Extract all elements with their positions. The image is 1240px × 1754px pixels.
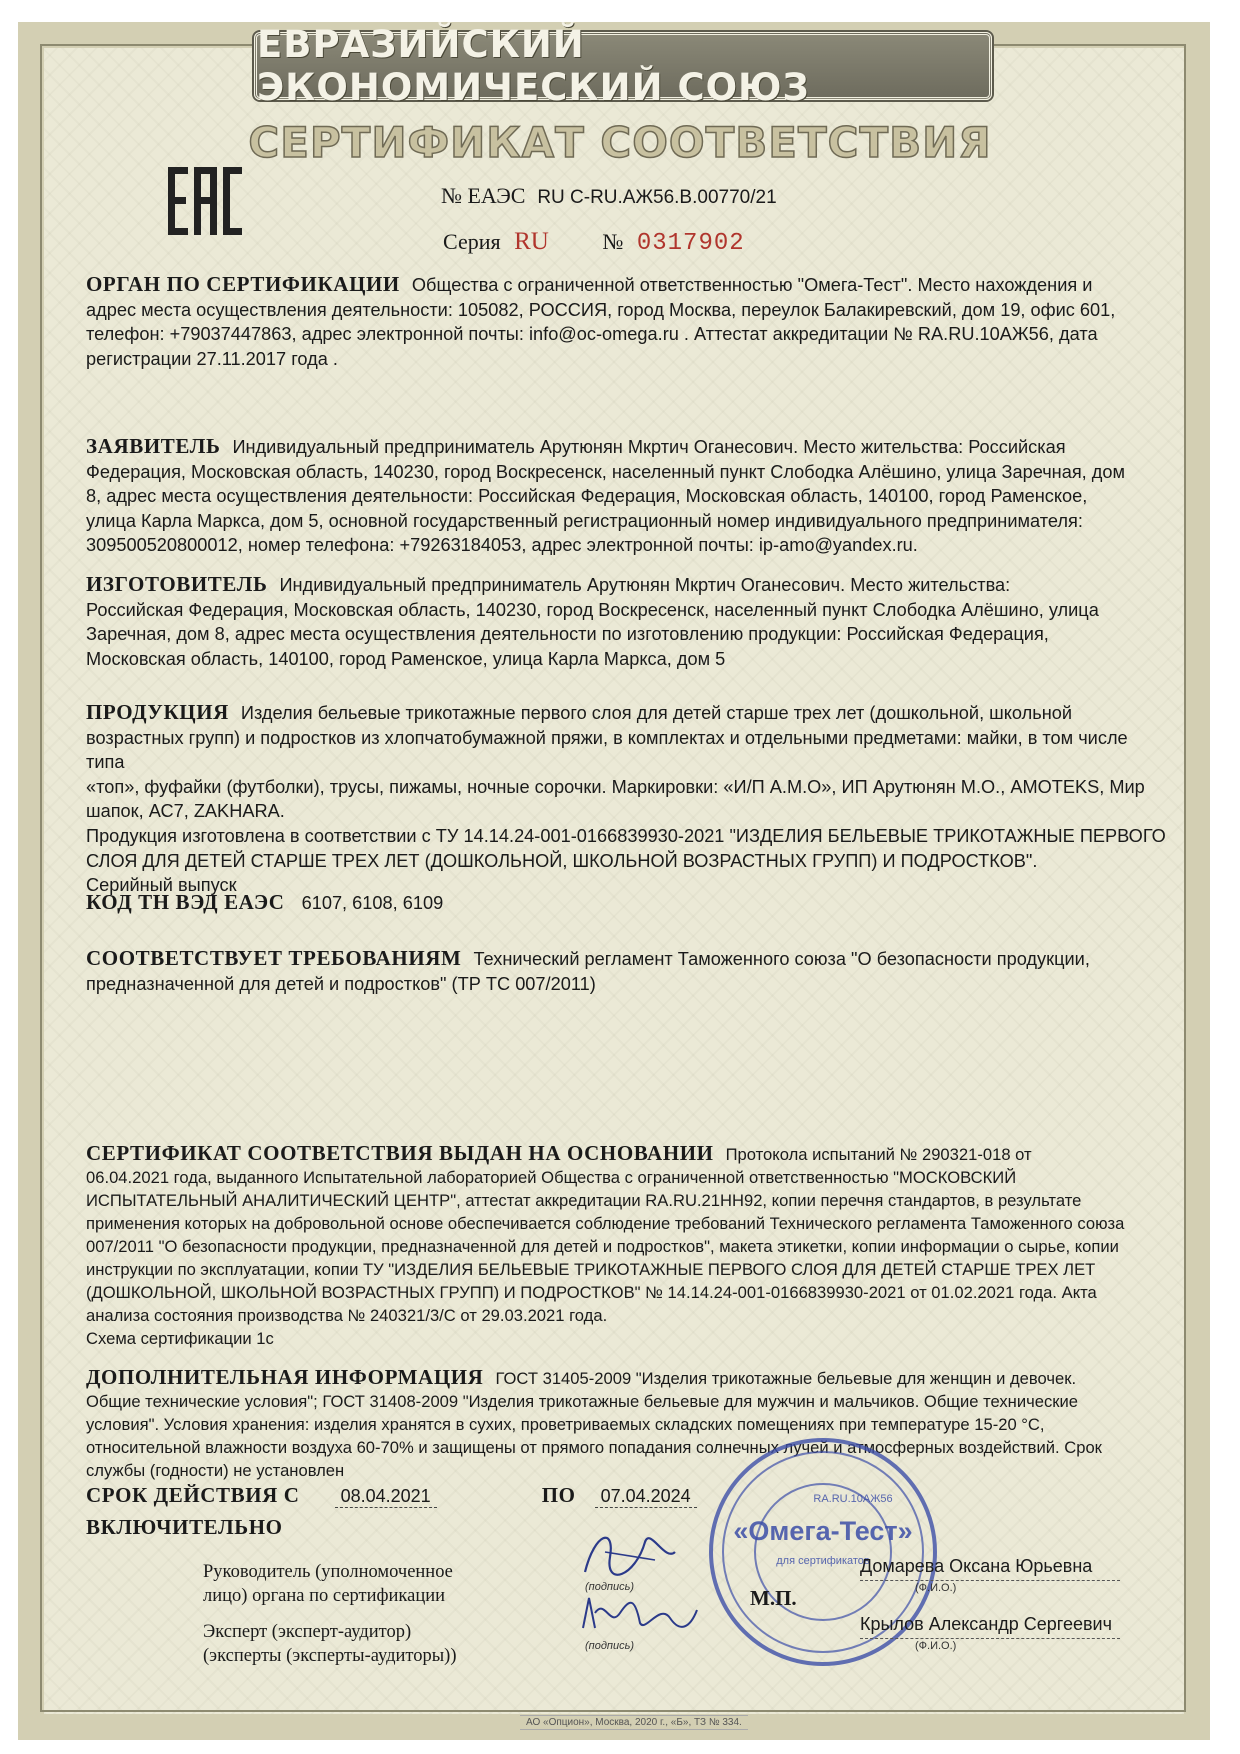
manufacturer-line: Заречная, дом 8, адрес места осуществления деятельности по изготовлению продукции: Российская Федерация, (86, 624, 1049, 645)
additional-info-line: условия". Условия хранения: изделия хранятся в сухих, проветриваемых складских помещениях при температуре 15-20 °С, (86, 1415, 1045, 1434)
stamp-center-text: «Омега-Тест» (733, 1516, 913, 1546)
additional-info-line: относительной влажности воздуха 60-70% и защищены от прямого попадания солнечных лучей и атмосферных воздействий. Срок (86, 1438, 1102, 1457)
products-line: Изделия бельевые трикотажные первого слоя для детей старше трех лет (дошкольной, школьной (240, 703, 1073, 723)
manufacturer-line: Российская Федерация, Московская область, 140230, город Воскресенск, населенный пункт Слободка Алёшино, улица (86, 599, 1099, 620)
applicant-line: 309500520800012, номер телефона: +79263184053, адрес электронной почты: ip-amo@yandex.ru. (86, 535, 918, 556)
hs-code-value: 6107, 6108, 6109 (301, 893, 444, 913)
conforms-line: предназначенной для детей и подростков" (ТР ТС 007/2011) (86, 973, 596, 994)
products-line: Серийный выпуск (86, 875, 237, 896)
certification-body-line: телефон: +79037447863, адрес электронной почты: info@oc-omega.ru . Аттестат аккредитации № RA.RU.10АЖ56, дата (86, 324, 1098, 345)
basis-line: ИСПЫТАТЕЛЬНЫЙ АНАЛИТИЧЕСКИЙ ЦЕНТР", аттестат аккредитации RA.RU.21НН92, копии перечня стандартов, в результате (86, 1191, 1082, 1210)
validity-to-date: 07.04.2024 (595, 1486, 697, 1508)
eac-logo-icon (166, 163, 244, 239)
applicant-line: улица Карла Маркса, дом 5, основной государственный регистрационный номер индивидуального предпринимателя: (86, 510, 1083, 531)
products-section (86, 700, 1166, 898)
registration-label: № ЕАЭС (441, 183, 526, 208)
series-label: Серия (443, 229, 501, 254)
seal-stamp (703, 1432, 943, 1672)
expert-fio-caption: (Ф.И.О.) (915, 1640, 957, 1652)
stamp-sub-text: для сертификатов (776, 1555, 870, 1567)
head-fio-caption: (Ф.И.О.) (915, 1582, 957, 1594)
certification-body-section (86, 272, 1166, 371)
conforms-section (86, 946, 1166, 996)
basis-line: инструкции по эксплуатации, копии ТУ "ИЗДЕЛИЯ БЕЛЬЕВЫЕ ТРИКОТАЖНЫЕ ПЕРВОГО СЛОЯ ДЛЯ ДЕТЕЙ СТАРШЕ ТРЕХ ЛЕТ (86, 1260, 1096, 1279)
hs-code-heading: КОД ТН ВЭД ЕАЭС (86, 890, 285, 914)
additional-info-section (86, 1366, 1166, 1482)
additional-info-heading: ДОПОЛНИТЕЛЬНАЯ ИНФОРМАЦИЯ (86, 1365, 484, 1389)
products-heading: ПРОДУКЦИЯ (86, 700, 229, 724)
head-role-line: Руководитель (уполномоченное (203, 1562, 453, 1582)
additional-info-line: ГОСТ 31405-2009 "Изделия трикотажные бельевые для женщин и девочек. (495, 1369, 1077, 1388)
registration-number-line (441, 183, 777, 209)
registration-number: RU C-RU.АЖ56.В.00770/21 (537, 187, 777, 208)
head-signature-caption: (подпись) (585, 1581, 635, 1593)
head-name-underline (860, 1580, 1120, 1581)
expert-role (203, 1620, 457, 1668)
manufacturer-section (86, 572, 1166, 671)
additional-info-line: Общие технические условия"; ГОСТ 31408-2009 "Изделия трикотажные бельевые для мужчин и мальчиков. Общие технические (86, 1392, 1079, 1411)
conforms-heading: СООТВЕТСТВУЕТ ТРЕБОВАНИЯМ (86, 946, 462, 970)
stamp-accreditation: RA.RU.10АЖ56 (813, 1493, 893, 1505)
manufacturer-line: Московская область, 140100, город Раменское, улица Карла Маркса, дом 5 (86, 648, 726, 669)
basis-heading: СЕРТИФИКАТ СООТВЕТСТВИЯ ВЫДАН НА ОСНОВАНИИ (86, 1141, 714, 1165)
additional-info-line: службы (годности) не установлен (86, 1461, 345, 1480)
basis-line: (ДОШКОЛЬНОЙ, ШКОЛЬНОЙ ВОЗРАСТНЫХ ГРУПП) И ПОДРОСТКОВ" № 14.14.24-001-0166839930-2021 от 01.02.2021 года. Акта (86, 1283, 1097, 1302)
head-name: Домарева Оксана Юрьевна (860, 1556, 1093, 1576)
validity-from-date: 08.04.2021 (335, 1486, 437, 1508)
certificate-title: СЕРТИФИКАТ СООТВЕТСТВИЯ (248, 118, 992, 167)
basis-line: 007/2011 "О безопасности продукции, предназначенной для детей и подростков", макета этикетки, копии информации о сырье, копии (86, 1237, 1119, 1256)
basis-line: 06.04.2021 года, выданного Испытательной лабораторией Общества с ограниченной ответственностью "МОСКОВСКИЙ (86, 1168, 1017, 1187)
expert-name: Крылов Александр Сергеевич (860, 1614, 1112, 1634)
series-no-label: № (602, 229, 624, 254)
expert-name-underline (860, 1638, 1120, 1639)
applicant-section (86, 434, 1166, 558)
expert-signature-image (575, 1588, 705, 1640)
products-line: Продукция изготовлена в соответствии с ТУ 14.14.24-001-0166839930-2021 "ИЗДЕЛИЯ БЕЛЬЕВЫЕ ТРИКОТАЖНЫЕ ПЕРВОГО (86, 825, 1166, 846)
basis-line: применения которых на добровольной основе обеспечивается соблюдение требований Технического регламента Таможенного союза (86, 1214, 1125, 1233)
seal-label: М.П. (750, 1586, 797, 1610)
applicant-line: Индивидуальный предприниматель Арутюнян Мкртич Оганесович. Место жительства: Российская (232, 437, 1066, 457)
products-line: шапок, АС7, ZAKHARA. (86, 801, 285, 822)
banner-text: ЕВРАЗИЙСКИЙ ЭКОНОМИЧЕСКИЙ СОЮЗ (257, 23, 810, 109)
basis-line: Схема сертификации 1с (86, 1329, 274, 1348)
head-signature-image (575, 1522, 685, 1582)
hs-code-section (86, 890, 1166, 916)
head-role (203, 1560, 453, 1608)
validity-section (86, 1483, 1166, 1508)
basis-line: Протокола испытаний № 290321-018 от (725, 1145, 1032, 1164)
manufacturer-heading: ИЗГОТОВИТЕЛЬ (86, 572, 268, 596)
products-line: возрастных групп) и подростков из хлопчатобумажной пряжи, в комплектах и отдельными предметами: майки, в том числе типа (86, 727, 1128, 773)
applicant-line: Федерация, Московская область, 140230, город Воскресенск, населенный пункт Слободка Алёшино, улица Заречная, дом (86, 461, 1126, 482)
expert-role-line: (эксперты (эксперты-аудиторы)) (203, 1646, 457, 1666)
print-footer: АО «Опцион», Москва, 2020 г., «Б», ТЗ № 334. (520, 1715, 748, 1730)
certification-body-line: регистрации 27.11.2017 года . (86, 348, 338, 369)
validity-to-label: ПО (541, 1483, 576, 1507)
expert-role-line: Эксперт (эксперт-аудитор) (203, 1622, 412, 1642)
applicant-heading: ЗАЯВИТЕЛЬ (86, 434, 221, 458)
certification-body-line: адрес места осуществления деятельности: 105082, РОССИЯ, город Москва, переулок Балакиревский, дом 19, офис 601, (86, 299, 1116, 320)
applicant-line: 8, адрес места осуществления деятельности: Российская Федерация, Московская область, 140100, город Раменское, (86, 486, 1088, 507)
header-banner (254, 23, 992, 109)
certification-body-line: Общества с ограниченной ответственностью "Омега-Тест". Место нахождения и (411, 275, 1093, 295)
series-number: 0317902 (636, 230, 745, 257)
head-role-line: лицо) органа по сертификации (203, 1586, 446, 1606)
expert-signature-caption: (подпись) (585, 1640, 635, 1652)
conforms-line: Технический регламент Таможенного союза "О безопасности продукции, (473, 949, 1090, 969)
series-code: RU (514, 228, 549, 255)
manufacturer-line: Индивидуальный предприниматель Арутюнян Мкртич Оганесович. Место жительства: (279, 575, 1011, 595)
validity-from-label: СРОК ДЕЙСТВИЯ С (86, 1483, 300, 1507)
products-line: «топ», фуфайки (футболки), трусы, пижамы, ночные сорочки. Маркировки: «И/П А.М.О», ИП Арутюнян М.О., AMOTEKS, Мир (86, 776, 1145, 797)
products-line: СЛОЯ ДЛЯ ДЕТЕЙ СТАРШЕ ТРЕХ ЛЕТ (ДОШКОЛЬНОЙ, ШКОЛЬНОЙ ВОЗРАСТНЫХ ГРУПП) И ПОДРОСТКОВ". (86, 850, 1038, 871)
series-line (443, 228, 745, 257)
basis-section (86, 1142, 1166, 1350)
basis-line: анализа состояния производства № 240321/3/С от 29.03.2021 года. (86, 1306, 608, 1325)
certification-body-heading: ОРГАН ПО СЕРТИФИКАЦИИ (86, 272, 400, 296)
validity-inclusive-label: ВКЛЮЧИТЕЛЬНО (86, 1515, 283, 1539)
